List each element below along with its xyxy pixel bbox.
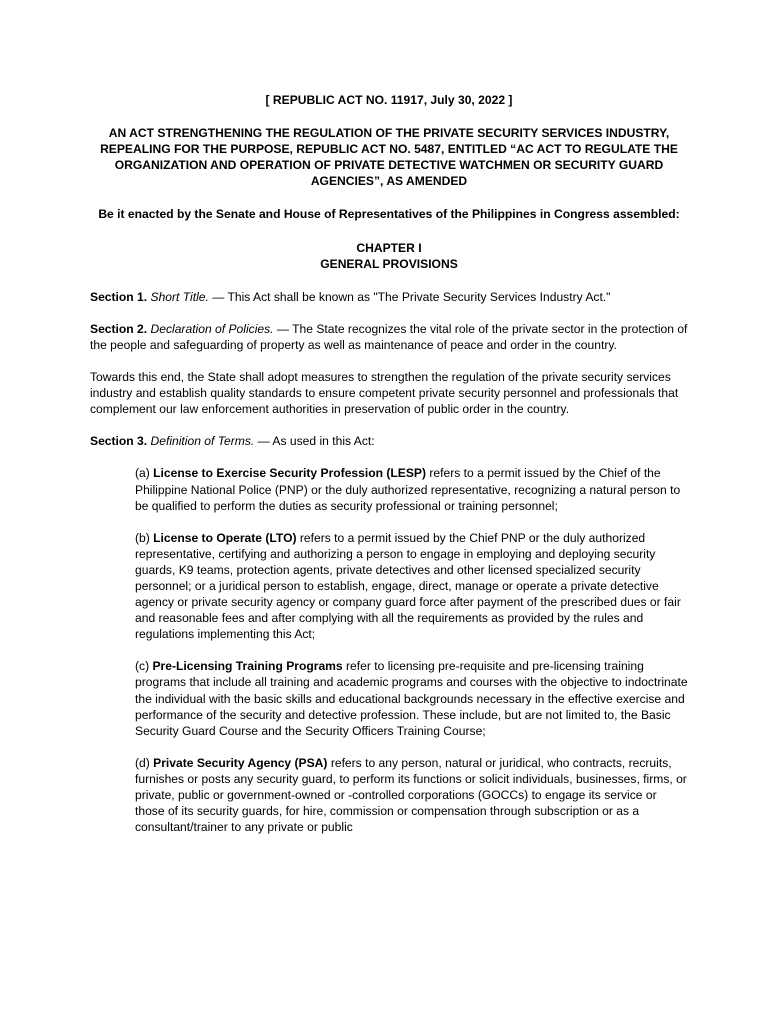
definition-a: [135, 465, 688, 513]
section-3: [90, 433, 688, 449]
definition-d-text: refers to any person, natural or juridical, who contracts, recruits, furnishes or posts any security guard, to perform its functions or solicit individuals, businesses, firms, or private, public or government-owned or -controlled corporations (GOCCs) to engage its service or those of its security guards, for hire, commission or compensation through subscription or as a consultant/trainer to any private or public: [135, 755, 687, 835]
definition-a-prefix: (a): [135, 466, 154, 481]
section-1: [90, 289, 688, 305]
section-2-heading: Declaration of Policies.: [150, 321, 274, 336]
definition-d-prefix: (d): [135, 755, 154, 770]
document-page: [90, 92, 688, 851]
definition-b-term: License to Operate (LTO): [153, 530, 297, 545]
definition-c-term: Pre-Licensing Training Programs: [152, 659, 343, 674]
chapter-title: GENERAL PROVISIONS: [320, 256, 458, 271]
definition-b: [135, 530, 688, 643]
chapter-number: CHAPTER I: [356, 240, 422, 255]
definition-c: [135, 658, 688, 738]
section-1-text: — This Act shall be known as "The Private Security Services Industry Act.": [208, 289, 611, 304]
section-1-heading: Short Title.: [150, 289, 209, 304]
definition-b-text: refers to a permit issued by the Chief PNP or the duly authorized representative, certifying and authorizing a person to engage in employing and deploying security guards, K9 teams, protection agents, private detectives and other licensed specialized security personnel; or a juridical person to establish, engage, direct, manage or operate a private detective agency or private security agency or company guard force after payment of the prescribed dues or fair and reasonable fees and after complying with all the requirements as provided by the rules and regulations implementing this Act;: [135, 530, 681, 642]
act-number: [ REPUBLIC ACT NO. 11917, July 30, 2022 ]: [265, 93, 513, 107]
section-2-paragraph-2: Towards this end, the State shall adopt measures to strengthen the regulation of the private security services industry and establish quality standards to ensure competent private security personnel and professionals that complement our law enforcement authorities in preservation of public order in the country.: [90, 370, 679, 417]
section-1-label: Section 1.: [90, 289, 148, 304]
section-2: [90, 321, 688, 353]
definition-c-text: refer to licensing pre-requisite and pre-licensing training programs that include all training and academic programs and courses with the objective to indoctrinate the individual with the basic skills and educational backgrounds necessary in the effective exercise and performance of the security and detective profession. These include, but are not limited to, the Basic Security Guard Course and the Security Officers Training Course;: [135, 659, 688, 738]
definition-b-prefix: (b): [135, 530, 154, 545]
section-3-heading: Definition of Terms.: [150, 434, 255, 449]
act-title: AN ACT STRENGTHENING THE REGULATION OF THE PRIVATE SECURITY SERVICES INDUSTRY, REPEALING FOR THE PURPOSE, REPUBLIC ACT NO. 5487, ENTITLED “AC ACT TO REGULATE THE ORGANIZATION AND OPERATION OF PRIVATE DETECTIVE WATCHMEN OR SECURITY GUARD AGENCIES”, AS AMENDED: [100, 126, 678, 189]
definition-d-term: Private Security Agency (PSA): [153, 755, 328, 770]
definition-a-term: License to Exercise Security Profession (LESP): [153, 466, 427, 481]
chapter-heading: [90, 240, 688, 272]
definition-d: [135, 755, 688, 835]
definition-a-text: refers to a permit issued by the Chief of the Philippine National Police (PNP) or the duly authorized representative, recognizing a natural person to be qualified to perform the duties as security professional or training personnel;: [135, 466, 681, 513]
enacting-clause: Be it enacted by the Senate and House of Representatives of the Philippines in Congress assembled:: [98, 207, 680, 222]
section-3-text: — As used in this Act:: [254, 434, 375, 449]
section-2-label: Section 2.: [90, 321, 148, 336]
section-2-text: — The State recognizes the vital role of the private sector in the protection of the people and safeguarding of property as well as maintenance of peace and order in the country.: [90, 321, 688, 352]
definition-c-prefix: (c): [135, 659, 153, 674]
section-3-label: Section 3.: [90, 434, 148, 449]
